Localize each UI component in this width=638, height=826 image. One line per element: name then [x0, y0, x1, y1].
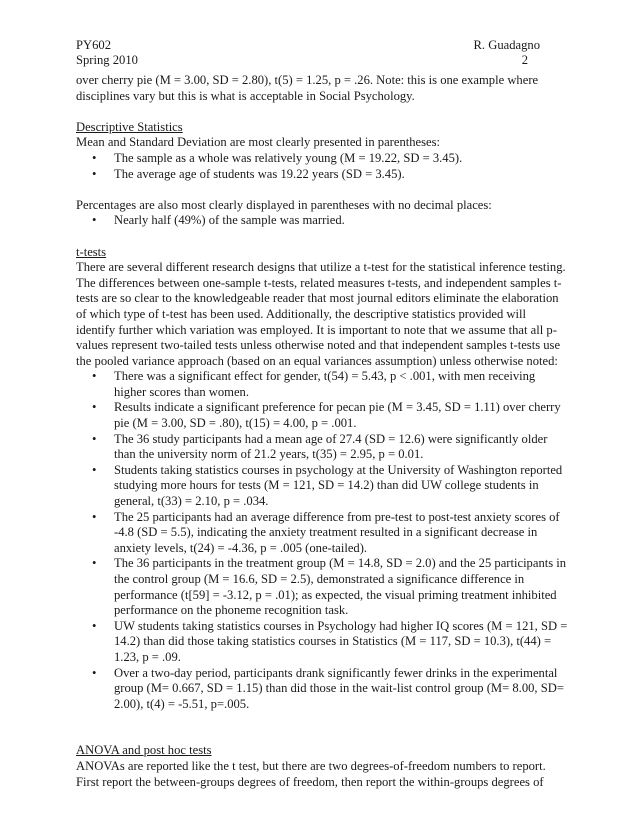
- text-line: studying more hours for tests (M = 121, SD = 14.2) than did UW college students in: [114, 478, 539, 493]
- text-line: values represent two-tailed tests unless otherwise noted and that independent samples t-tests use: [76, 338, 561, 353]
- text-line: 14.2) than did those taking statistics courses in Statistics (M = 117, SD = 10.3), t(44) =: [114, 634, 552, 649]
- running-header-line-1: [76, 38, 540, 54]
- list-item: [114, 665, 564, 713]
- text-line: -4.8 (SD = 5.5), indicating the anxiety treatment resulted in a significant decrease in: [114, 525, 538, 540]
- list-item: [114, 431, 548, 463]
- percentage-bullets: [76, 213, 542, 229]
- list-item: • Nearly half (49%) of the sample was married.: [114, 213, 542, 229]
- text-line: group (M= 0.667, SD = 1.15) than did those in the wait-list control group (M= 8.00, SD=: [114, 681, 564, 696]
- list-item: • The sample as a whole was relatively young (M = 19.22, SD = 3.45).: [114, 151, 542, 167]
- t-test-examples: [76, 369, 568, 712]
- text-line: identify further which variation was employed. It is important to note that we assume that all p-: [76, 322, 557, 337]
- list-item: [114, 509, 560, 557]
- text-line: First report the between-groups degrees of freedom, then report the within-groups degrees of: [76, 774, 544, 789]
- text-line: over cherry pie (M = 3.00, SD = 2.80), t(5) = 1.25, p = .26. Note: this is one example where: [76, 73, 539, 87]
- text-line: 2.00), t(4) = -5.51, p=.005.: [114, 696, 250, 711]
- list-item: • The average age of students was 19.22 years (SD = 3.45).: [114, 167, 542, 183]
- body-text: [76, 73, 568, 790]
- text-line: 1.23, p = .09.: [114, 649, 181, 664]
- text-line: of which type of t-test has been used. Additionally, the descriptive statistics provided will: [76, 306, 527, 321]
- author-name: R. Guadagno: [473, 38, 540, 52]
- list-item: [114, 369, 542, 400]
- text-line: than the university norm of 21.2 years, t(35) = 2.95, p = 0.01.: [114, 447, 424, 462]
- text-line: the pooled variance approach (based on an equal variances assumption) unless otherwise noted:: [76, 353, 558, 368]
- text-line: performance on the phoneme recognition task.: [114, 603, 349, 618]
- course-code: PY602: [76, 38, 111, 52]
- text-line: pie (M = 3.00, SD = .80), t(15) = 4.00, p = .001.: [114, 416, 357, 431]
- text-line: • UW students taking statistics courses in Psychology had higher IQ scores (M = 121, SD =: [114, 618, 568, 633]
- text-line: • Students taking statistics courses in psychology at the University of Washington reported: [114, 462, 563, 477]
- text-line: disciplines vary but this is what is acceptable in Social Psychology.: [76, 88, 415, 103]
- text-line: There are several different research designs that utilize a t-test for the statistical inference testing.: [76, 260, 566, 275]
- text-line: ANOVAs are reported like the t test, but there are two degrees-of-freedom numbers to report.: [76, 758, 546, 773]
- text-line: • The 25 participants had an average difference from pre-test to post-test anxiety scores of: [114, 509, 560, 524]
- descriptive-bullets: [76, 151, 542, 182]
- t-tests-heading: t-tests: [76, 244, 107, 259]
- text-line: The differences between one-sample t-tests, related measures t-tests, and independent samples t-: [76, 275, 562, 290]
- text-line: the control group (M = 16.6, SD = 2.5), demonstrated a significance difference in: [114, 572, 525, 586]
- text-line: tests are so clear to the knowledgeable reader that most journal editors eliminate the elaboration: [76, 291, 559, 306]
- list-item: [114, 400, 561, 431]
- page-number: 2: [521, 53, 528, 67]
- list-item: [114, 556, 567, 618]
- descriptive-intro: Mean and Standard Deviation are most clearly presented in parentheses:: [76, 135, 441, 150]
- text-line: anxiety levels, t(24) = -4.36, p = .005 (one-tailed).: [114, 540, 368, 555]
- anova-paragraph: [76, 758, 546, 790]
- text-line: • There was a significant effect for gender, t(54) = 5.43, p < .001, with men receiving: [114, 369, 536, 384]
- descriptive-statistics-heading: Descriptive Statistics: [76, 119, 183, 134]
- text-line: • The 36 study participants had a mean age of 27.4 (SD = 12.6) were significantly older: [114, 431, 548, 446]
- text-line: general, t(33) = 2.10, p = .034.: [114, 494, 269, 509]
- text-line: • The 36 participants in the treatment group (M = 14.8, SD = 2.0) and the 25 participants in: [114, 556, 567, 571]
- running-header-line-2: [76, 53, 540, 69]
- t-tests-paragraph: [76, 260, 566, 369]
- percentages-intro: Percentages are also most clearly displayed in parentheses with no decimal places:: [76, 197, 492, 212]
- list-item: [114, 618, 568, 666]
- term: Spring 2010: [76, 53, 138, 67]
- text-line: • Over a two-day period, participants drank significantly fewer drinks in the experimental: [114, 665, 558, 680]
- list-item: [114, 462, 563, 510]
- text-line: higher scores than women.: [114, 384, 249, 399]
- intro-paragraph: [76, 73, 542, 104]
- text-line: • Results indicate a significant preference for pecan pie (M = 3.45, SD = 1.11) over cherry: [114, 400, 561, 415]
- anova-heading: ANOVA and post hoc tests: [76, 743, 212, 758]
- text-line: performance (t[59] = -3.12, p = .01); as expected, the visual priming treatment inhibited: [114, 587, 557, 602]
